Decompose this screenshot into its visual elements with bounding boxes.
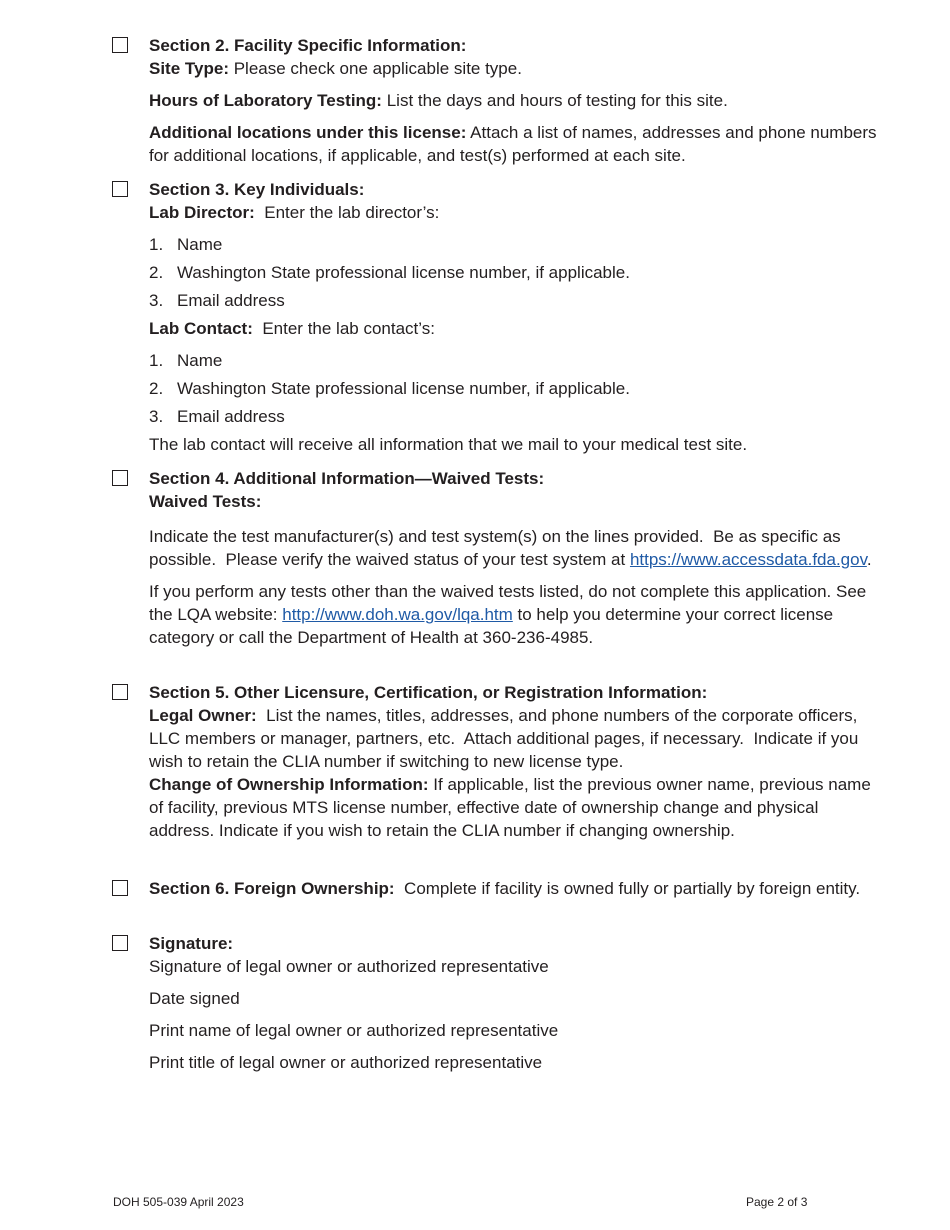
lab-director-list [149,233,877,312]
hours-text: List the days and hours of testing for this site. [381,91,728,110]
form-id: DOH 505-039 April 2023 [113,1195,244,1209]
list-item-text: Washington State professional license number, if applicable. [177,263,630,282]
page-number: Page 2 of 3 [746,1195,808,1209]
section-6-checkbox[interactable] [112,880,128,896]
print-title-line: Print title of legal owner or authorized representative [149,1053,543,1072]
lab-director-text: Enter the lab director’s: [254,203,440,222]
section-2-title: Section 2. Facility Specific Information: [149,36,467,55]
signature-content [149,932,877,1074]
section-2-content [149,34,877,167]
waived-para-1-end: . [866,550,872,569]
waived-tests-subtitle: Waived Tests: [149,492,262,511]
lab-director-label: Lab Director: [149,203,255,222]
section-5-checkbox[interactable] [112,684,128,700]
list-item: 3. Email address [149,407,285,426]
legal-owner-label: Legal Owner: [149,706,257,725]
list-item: 2. Washington State professional license number, if applicable. [149,379,630,398]
change-ownership-text: If applicable, list the previous owner name, previous name of facility, previous MTS license number, effective date of ownership change and physical address. Indicate if you wish to retain the CLIA number if changing ownership. [149,775,871,840]
waived-para-1: Indicate the test manufacturer(s) and test system(s) on the lines provided. Be as specific as possible. Please verify the waived status of your test system at [149,527,846,569]
section-6-content [149,877,877,900]
section-6-title: Section 6. Foreign Ownership: [149,879,395,898]
list-item-text: Washington State professional license number, if applicable. [177,379,630,398]
list-item-text: Email address [177,407,285,426]
list-item: 1. Name [149,351,223,370]
change-ownership-label: Change of Ownership Information: [149,775,429,794]
lqa-link[interactable]: http://www.doh.wa.gov/lqa.htm [282,605,513,624]
section-2-checkbox[interactable] [112,37,128,53]
section-3-title: Section 3. Key Individuals: [149,180,365,199]
fda-link[interactable]: https://www.accessdata.fda.gov [629,550,867,569]
section-3-content [149,178,877,456]
waived-para-2-end: to help you determine your correct license category or call the Department of Health at 360-236-4985. [149,605,834,647]
additional-locations-text: Attach a list of names, addresses and phone numbers for additional locations, if applicable, and test(s) performed at each site. [149,123,877,165]
legal-owner-text: List the names, titles, addresses, and phone numbers of the corporate officers, LLC members or manager, partners, etc. Attach additional pages, if necessary. Indicate if you wish to retain the CLIA number if switching to new license type. [149,706,864,771]
section-6-text: Complete if facility is owned fully or partially by foreign entity. [394,879,861,898]
lab-contact-list [149,349,877,428]
list-item: 2. Washington State professional license number, if applicable. [149,263,630,282]
date-signed-line: Date signed [149,989,240,1008]
signature-line: Signature of legal owner or authorized representative [149,957,549,976]
additional-locations-label: Additional locations under this license: [149,123,467,142]
section-5-content [149,681,877,842]
section-4-content [149,467,877,649]
section-5-title: Section 5. Other Licensure, Certification, or Registration Information: [149,683,708,702]
print-name-line: Print name of legal owner or authorized representative [149,1021,559,1040]
hours-label: Hours of Laboratory Testing: [149,91,382,110]
list-item: 3. Email address [149,291,285,310]
signature-title: Signature: [149,934,234,953]
site-type-label: Site Type: [149,59,229,78]
waived-para-2: If you perform any tests other than the waived tests listed, do not complete this application. See the LQA website: [149,582,867,624]
list-item: 1. Name [149,235,223,254]
lab-contact-text: Enter the lab contact’s: [252,319,435,338]
list-item-text: Name [177,351,223,370]
list-item-text: Email address [177,291,285,310]
section-4-title: Section 4. Additional Information—Waived Tests: [149,469,545,488]
list-item-text: Name [177,235,223,254]
section-3-checkbox[interactable] [112,181,128,197]
section-4-checkbox[interactable] [112,470,128,486]
signature-checkbox[interactable] [112,935,128,951]
lab-contact-note: The lab contact will receive all information that we mail to your medical test site. [149,435,748,454]
lab-contact-label: Lab Contact: [149,319,253,338]
site-type-text: Please check one applicable site type. [228,59,522,78]
